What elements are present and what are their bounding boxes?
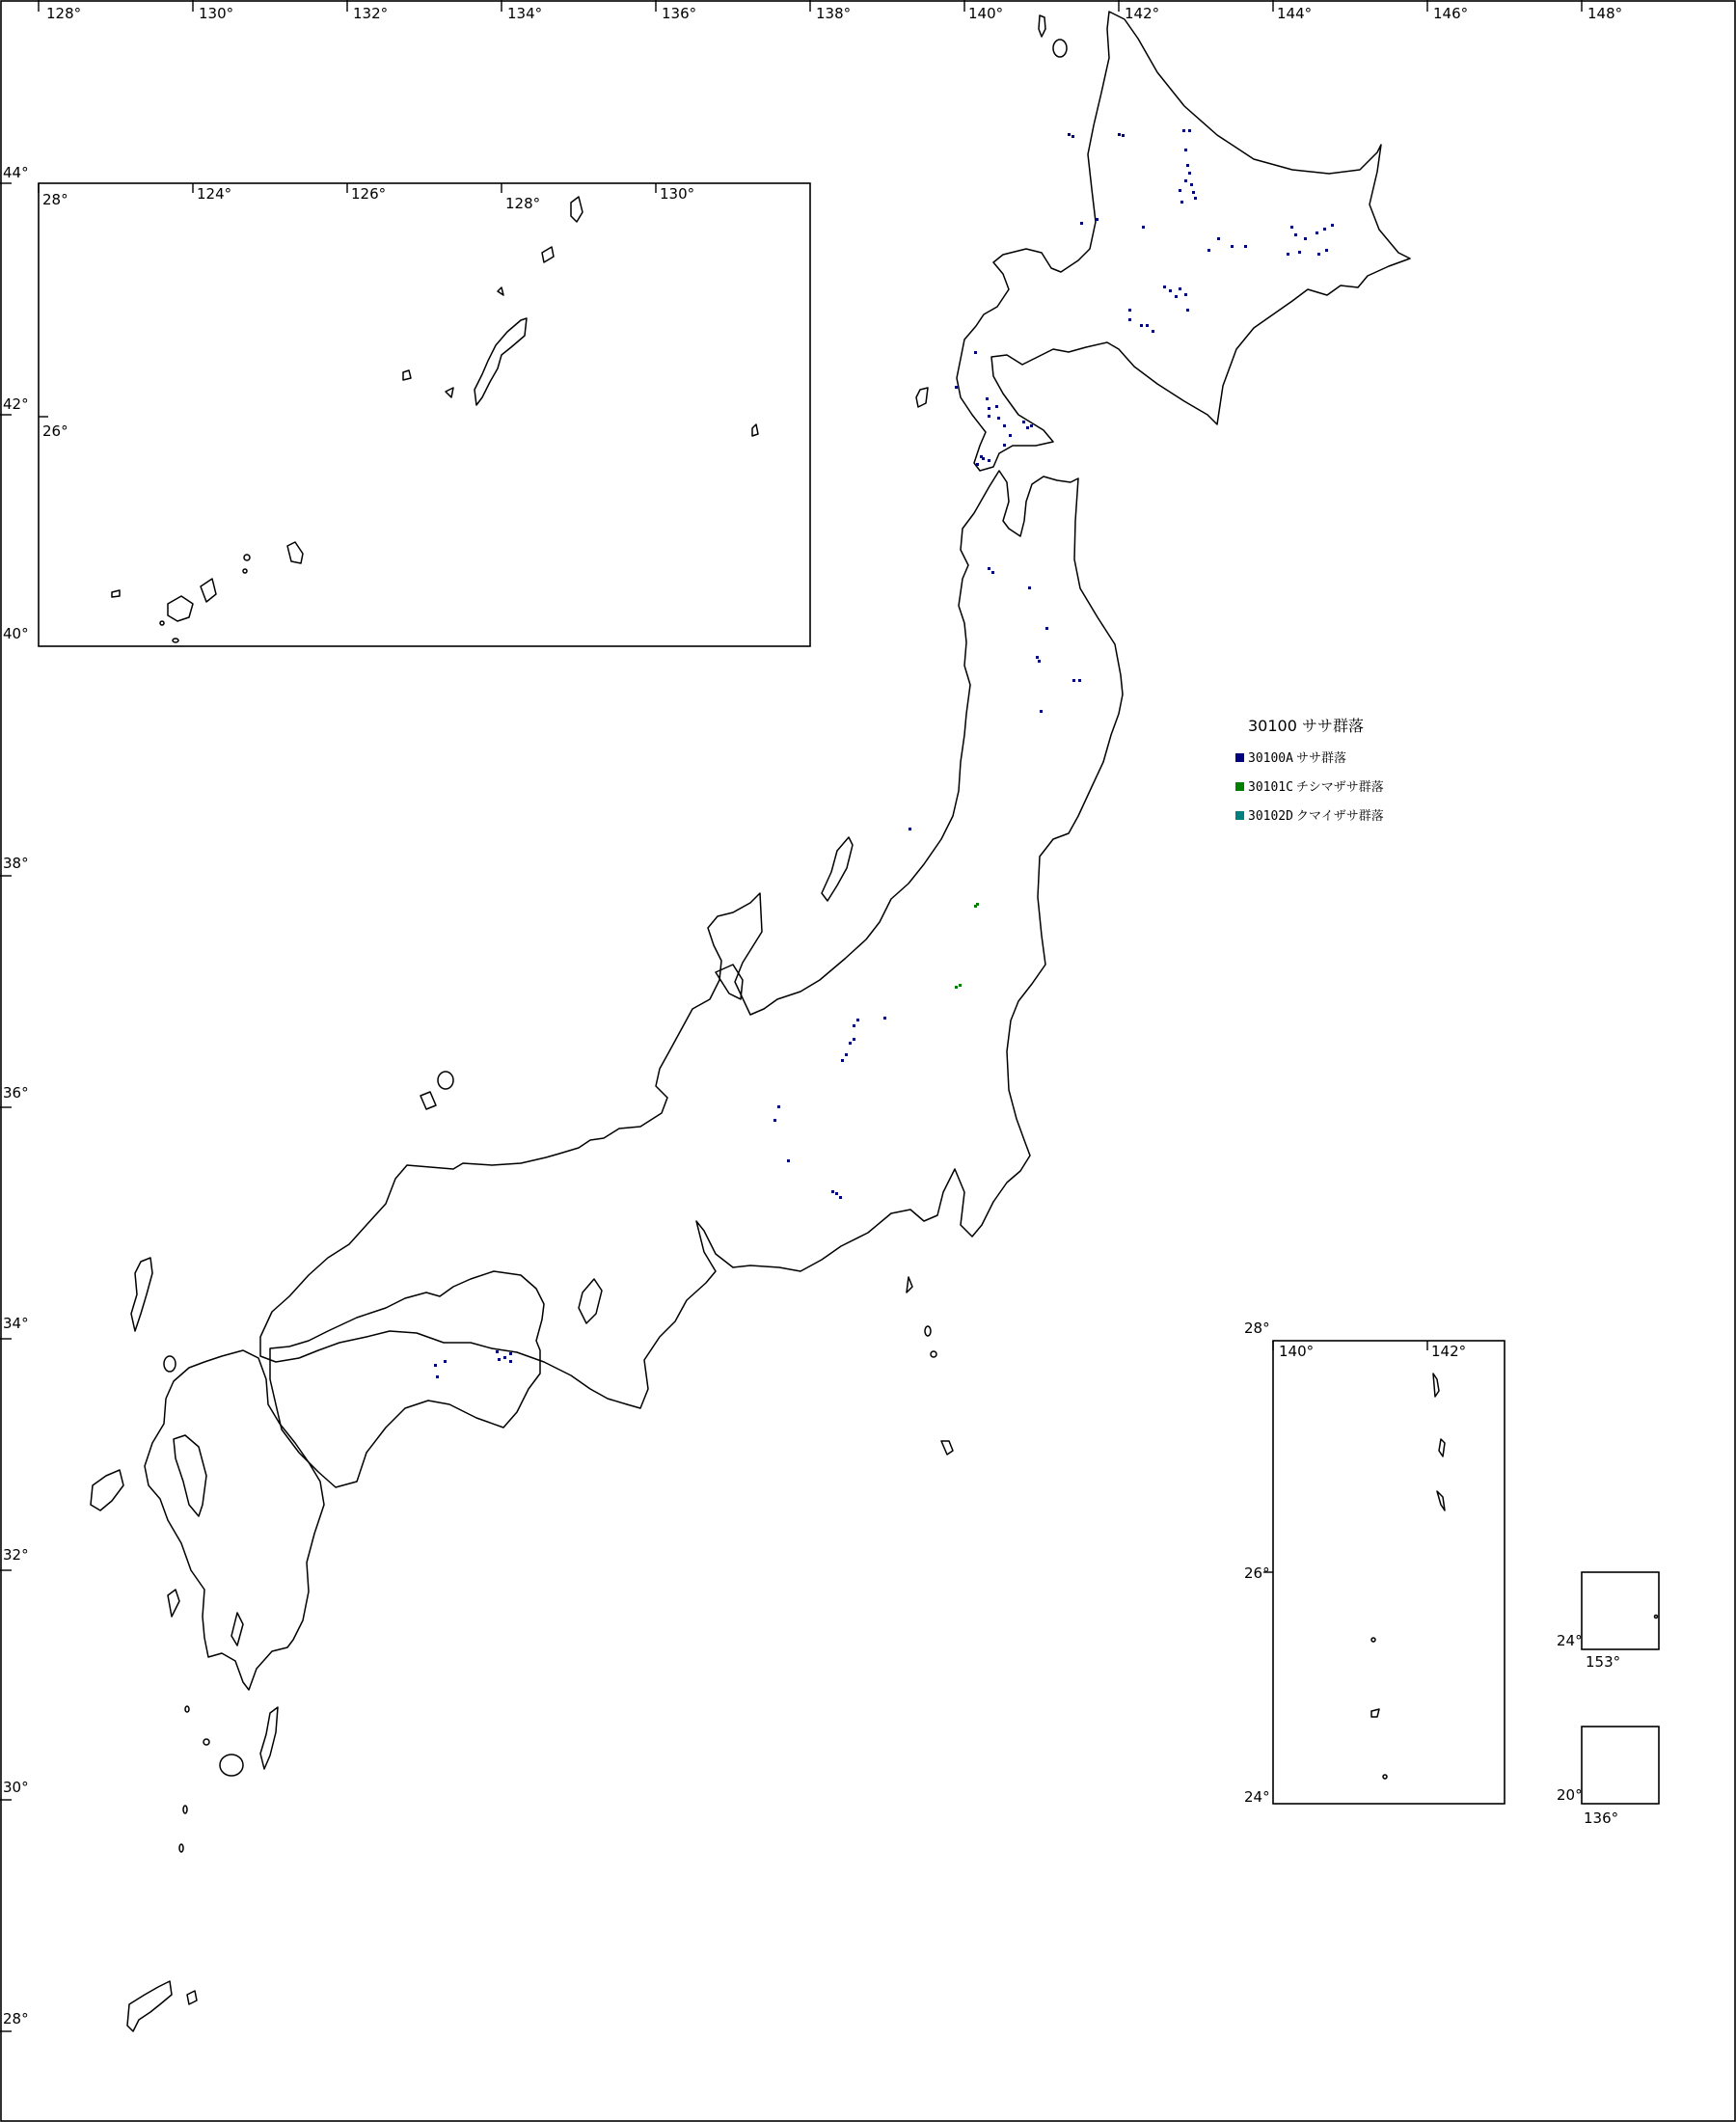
- lon-label: 142°: [1125, 5, 1160, 22]
- sasa-community-point: [1180, 201, 1183, 204]
- sasa-community-point: [1179, 189, 1181, 192]
- goto-islands: [91, 1470, 123, 1510]
- lat-label: 36°: [3, 1084, 29, 1102]
- iriomote-inset: [168, 596, 193, 621]
- legend: [1235, 717, 1384, 824]
- inset-lon-label: 128°: [505, 195, 541, 212]
- coastlines: [91, 12, 1410, 2031]
- tokara-island: [183, 1806, 187, 1813]
- inset-lon-label: 124°: [197, 185, 232, 203]
- kita-iwo-inset: [1371, 1638, 1375, 1642]
- okinoerabu-inset: [498, 287, 503, 295]
- sasa-community-point: [496, 1350, 499, 1353]
- sasa-community-point: [1184, 179, 1187, 182]
- sasa-community-point: [1118, 133, 1121, 136]
- izu-island: [925, 1326, 931, 1336]
- sasa-community-point: [1217, 237, 1220, 240]
- kagoshima-bay: [231, 1613, 243, 1646]
- sasa-community-point: [849, 1042, 852, 1045]
- sasa-community-point: [853, 1038, 855, 1041]
- lat-label: 42°: [3, 395, 29, 413]
- lat-label: 38°: [3, 855, 29, 872]
- amami-oshima: [127, 1981, 172, 2031]
- lat-label: 32°: [3, 1546, 29, 1564]
- legend-label: チシマザサ群落: [1296, 780, 1384, 795]
- sasa-community-point: [1188, 172, 1191, 175]
- lat-label: 34°: [3, 1315, 29, 1332]
- sasa-community-point: [509, 1352, 512, 1355]
- sasa-community-point: [1294, 233, 1297, 236]
- sado-island: [822, 837, 853, 901]
- iwo-jima-inset: [1371, 1709, 1379, 1717]
- sasa-community-point: [909, 828, 911, 830]
- ogasawara-inset: [1244, 1319, 1505, 1806]
- ryukyu-inset: [3, 183, 810, 646]
- daito-inset: [752, 424, 758, 436]
- inset-lon-label: 136°: [1584, 1809, 1619, 1827]
- honshu: [260, 471, 1123, 1408]
- lon-label: 128°: [46, 5, 82, 22]
- koshiki-islands: [168, 1590, 179, 1617]
- inset-lon-label: 28°: [42, 191, 68, 208]
- inset-lon-label: 126°: [351, 185, 387, 203]
- sasa-community-point: [1231, 245, 1234, 248]
- sasa-community-point: [1186, 309, 1189, 312]
- sasa-community-point: [1080, 222, 1083, 225]
- sasa-community-point: [777, 1105, 780, 1108]
- sasa-community-point: [1194, 197, 1197, 200]
- sasa-community-point: [773, 1119, 776, 1122]
- sasa-community-point: [845, 1053, 848, 1056]
- chishimazasa-community-point: [955, 986, 958, 989]
- hokkaido: [957, 12, 1410, 471]
- kerama-inset: [446, 388, 453, 397]
- vegetation-points: [434, 129, 1334, 1378]
- sasa-community-point: [835, 1192, 838, 1195]
- sasa-community-point: [1068, 133, 1071, 136]
- ryukyu-inset-frame: [39, 183, 810, 646]
- yakushima: [220, 1755, 243, 1776]
- sasa-community-point: [1003, 424, 1006, 427]
- lon-label: 130°: [199, 5, 234, 22]
- kuchinoerabu: [203, 1739, 209, 1745]
- sasa-community-point: [1072, 679, 1075, 682]
- legend-label: ササ群落: [1296, 751, 1347, 766]
- sasa-community-point: [1128, 309, 1131, 312]
- minamitori-inset-frame: [1582, 1572, 1659, 1649]
- sasa-community-point: [1304, 237, 1307, 240]
- inset-lat-label: 24°: [1557, 1632, 1583, 1649]
- hateruma-inset: [173, 639, 178, 642]
- amami-inset: [571, 197, 583, 222]
- ishigaki-inset: [201, 579, 216, 602]
- legend-label: クマイザサ群落: [1296, 809, 1384, 824]
- sasa-community-point: [976, 463, 979, 466]
- sasa-community-point: [1045, 627, 1048, 630]
- sasa-community-point: [1290, 226, 1293, 229]
- inset-lat-label: 40°: [3, 625, 29, 642]
- sasa-community-point: [955, 386, 958, 389]
- lon-label: 132°: [353, 5, 389, 22]
- minami-iwo-inset: [1383, 1775, 1387, 1779]
- legend-code: 30102D: [1248, 809, 1293, 824]
- minamitori-island: [1655, 1616, 1658, 1619]
- left-axis: [0, 164, 29, 2031]
- ogasawara-inset-frame: [1273, 1341, 1505, 1804]
- sasa-community-point: [1142, 226, 1145, 229]
- sasa-community-point: [1152, 330, 1154, 333]
- sasa-community-point: [1026, 426, 1029, 429]
- sasa-community-point: [839, 1196, 842, 1199]
- sasa-community-point: [1163, 286, 1166, 288]
- sasa-community-point: [1128, 318, 1131, 321]
- chishimazasa-community-point: [959, 984, 962, 987]
- okinotori-inset-frame: [1582, 1727, 1659, 1804]
- minamitori-inset: [1557, 1572, 1659, 1671]
- sasa-community-point: [1184, 149, 1187, 151]
- sasa-community-point: [1323, 228, 1326, 231]
- sasa-community-point: [1038, 660, 1041, 663]
- lon-label: 146°: [1433, 5, 1469, 22]
- inset-lon-label: 142°: [1431, 1343, 1467, 1360]
- sasa-community-point: [995, 405, 998, 408]
- rebun-island: [1039, 15, 1045, 37]
- sasa-community-point: [434, 1364, 437, 1367]
- sasa-community-point: [498, 1358, 501, 1361]
- sasa-community-point: [1036, 656, 1039, 659]
- legend-swatch-chishimazasa: [1235, 782, 1244, 791]
- inset-lat-label: 26°: [1244, 1564, 1270, 1582]
- sasa-community-point: [787, 1159, 790, 1162]
- sasa-community-point: [509, 1360, 512, 1363]
- island-inset: [243, 569, 247, 573]
- sasa-community-point: [841, 1059, 844, 1062]
- sasa-community-point: [1244, 245, 1247, 248]
- sasa-community-point: [436, 1375, 439, 1378]
- sasa-community-point: [988, 567, 990, 570]
- izu-island: [931, 1351, 936, 1357]
- sasa-community-point: [1169, 289, 1172, 292]
- sasa-community-point: [444, 1360, 447, 1363]
- sasa-community-point: [1122, 134, 1125, 137]
- sasa-community-point: [1317, 253, 1320, 256]
- miyako-inset: [287, 542, 303, 563]
- sasa-community-point: [1192, 191, 1195, 194]
- legend-swatch-kumaizasa: [1235, 811, 1244, 820]
- tsushima: [131, 1258, 152, 1331]
- sasa-community-point: [1022, 421, 1025, 423]
- sasa-community-point: [1188, 129, 1191, 132]
- sasa-community-point: [1207, 249, 1210, 252]
- top-axis-labels: [46, 5, 1622, 22]
- inset-lon-label: 130°: [660, 185, 695, 203]
- sasa-community-point: [503, 1356, 506, 1359]
- lon-label: 134°: [507, 5, 543, 22]
- inset-lon-label: 153°: [1586, 1653, 1621, 1671]
- mukojima-inset: [1433, 1374, 1439, 1397]
- sasa-community-point: [1071, 135, 1074, 138]
- noto-bay: [716, 965, 743, 999]
- shikoku: [270, 1271, 544, 1487]
- oki-islands-west: [420, 1092, 436, 1109]
- tokara-island: [179, 1844, 183, 1852]
- sasa-community-point: [1003, 444, 1006, 447]
- inset-lat-label: 28°: [1244, 1319, 1270, 1337]
- tarama-inset: [244, 555, 250, 560]
- lon-label: 144°: [1277, 5, 1313, 22]
- izu-oshima: [907, 1277, 912, 1292]
- islet-inset: [160, 621, 164, 625]
- lat-label: 30°: [3, 1779, 29, 1796]
- awaji-island: [579, 1279, 602, 1323]
- lon-label: 140°: [968, 5, 1004, 22]
- sasa-community-point: [982, 457, 985, 460]
- lat-label: 44°: [3, 164, 29, 181]
- sasa-community-point: [1146, 324, 1149, 327]
- tanegashima: [260, 1707, 278, 1769]
- sasa-community-point: [1179, 287, 1181, 290]
- sasa-community-point: [1182, 129, 1185, 132]
- sasa-community-point: [988, 459, 990, 462]
- tokunoshima-inset: [542, 247, 554, 262]
- sasa-community-point: [1298, 251, 1301, 254]
- kikai-island: [187, 1991, 197, 2004]
- iki-island: [164, 1356, 176, 1372]
- sasa-community-point: [1028, 586, 1031, 589]
- chishimazasa-community-point: [976, 903, 979, 906]
- kume-inset: [403, 370, 411, 380]
- sasa-community-point: [1331, 224, 1334, 227]
- hahajima-inset: [1437, 1491, 1445, 1510]
- inset-lon-label: 140°: [1279, 1343, 1315, 1360]
- ariake-sea: [174, 1435, 206, 1516]
- okushiri-island: [916, 388, 928, 407]
- sasa-community-point: [853, 1024, 855, 1027]
- sasa-community-point: [856, 1019, 859, 1021]
- inset-lat-label: 20°: [1557, 1786, 1583, 1804]
- lon-label: 148°: [1587, 5, 1623, 22]
- okinotori-inset: [1557, 1727, 1659, 1827]
- sasa-community-point: [1287, 253, 1289, 256]
- sasa-community-point: [883, 1017, 886, 1020]
- sasa-community-point: [1140, 324, 1143, 327]
- sasa-community-point: [1316, 231, 1318, 234]
- lon-label: 138°: [816, 5, 852, 22]
- legend-swatch-sasa: [1235, 753, 1244, 762]
- sasa-community-point: [988, 415, 990, 418]
- rishiri-island: [1053, 40, 1067, 57]
- legend-code: 30100A: [1248, 751, 1293, 766]
- sasa-community-point: [1096, 218, 1099, 221]
- sasa-community-point: [997, 417, 1000, 420]
- small-island: [185, 1706, 189, 1712]
- sasa-community-point: [831, 1190, 834, 1193]
- sasa-community-point: [1040, 710, 1043, 713]
- sasa-community-point: [1184, 293, 1187, 296]
- sasa-community-point: [991, 571, 994, 574]
- sasa-community-point: [1190, 183, 1193, 186]
- lon-label: 136°: [662, 5, 697, 22]
- hachijo-island: [941, 1441, 953, 1455]
- sasa-community-point: [988, 407, 990, 410]
- sasa-community-point: [1030, 424, 1033, 427]
- legend-title: 30100 ササ群落: [1248, 717, 1364, 735]
- kyushu: [145, 1350, 324, 1690]
- sasa-community-point: [1325, 249, 1328, 252]
- sasa-community-point: [974, 351, 977, 354]
- oki-islands: [438, 1072, 453, 1089]
- inset-lat-label: 24°: [1244, 1788, 1270, 1806]
- lat-label: 28°: [3, 2010, 29, 2027]
- sasa-community-point: [1009, 434, 1012, 437]
- okinawa-inset: [475, 318, 527, 405]
- chichijima-inset: [1439, 1439, 1445, 1456]
- sasa-community-point: [1186, 164, 1189, 167]
- sasa-community-point: [1078, 679, 1081, 682]
- inset-lat-label: 26°: [42, 422, 68, 440]
- legend-code: 30101C: [1248, 780, 1293, 795]
- yonaguni-inset: [112, 590, 120, 597]
- sasa-community-point: [1175, 295, 1178, 298]
- sasa-community-point: [986, 397, 989, 400]
